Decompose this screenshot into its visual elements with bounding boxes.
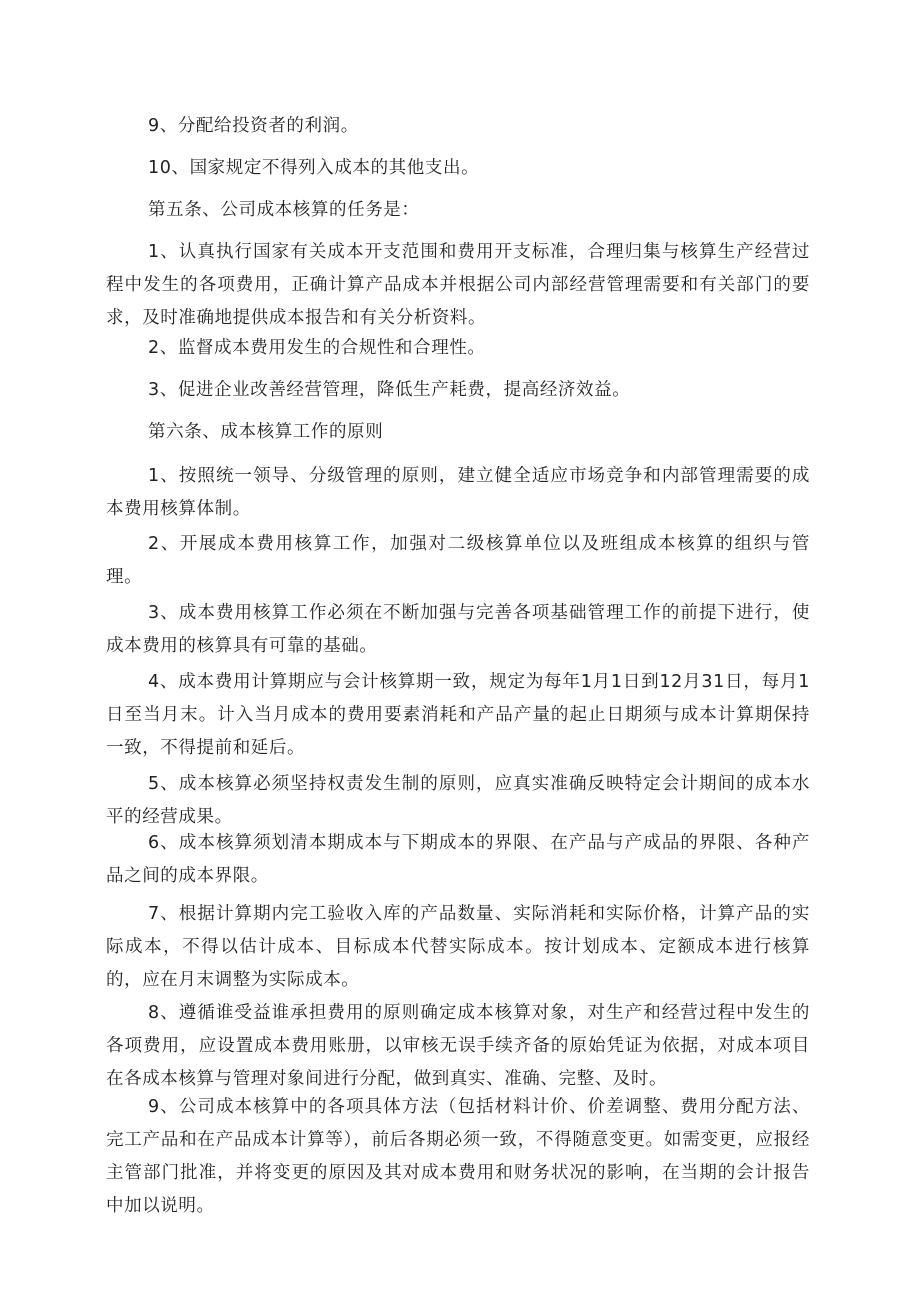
article-six-item-9: 9、公司成本核算中的各项具体方法（包括材料计价、价差调整、费用分配方法、完工产品和在产品成本计算等），前后各期必须一致，不得随意变更。如需变更，应报经主管部门批准，并将变更的原因及其对成本费用和财务状况的影响，在当期的会计报告中加以说明。 [106,1097,810,1216]
article-six-item-2: 2、开展成本费用核算工作，加强对二级核算单位以及班组成本核算的组织与管理。 [106,534,810,587]
article-five-item-2: 2、监督成本费用发生的合规性和合理性。 [148,338,486,358]
article-five-item-1: 1、认真执行国家有关成本开支范围和费用开支标准，合理归集与核算生产经营过程中发生的各项费用，正确计算产品成本并根据公司内部经营管理需要和有关部门的要求，及时准确地提供成本报告和有关分析资料。 [106,242,810,328]
article-six-item-5: 5、成本核算必须坚持权责发生制的原则，应真实准确反映特定会计期间的成本水平的经营成果。 [106,774,810,827]
article-six-item-6: 6、成本核算须划清本期成本与下期成本的界限、在产品与产成品的界限、各种产品之间的成本界限。 [106,833,810,886]
article-six-item-4: 4、成本费用计算期应与会计核算期一致，规定为每年1月1日到12月31日，每月1日至当月末。计入当月成本的费用要素消耗和产品产量的起止日期须与成本计算期保持一致，不得提前和延后。 [106,672,810,758]
article-five-item-3: 3、促进企业改善经营管理，降低生产耗费，提高经济效益。 [148,380,631,400]
article-six-item-3: 3、成本费用核算工作必须在不断加强与完善各项基础管理工作的前提下进行，使成本费用的核算具有可靠的基础。 [106,603,810,656]
article-six-heading: 第六条、成本核算工作的原则 [148,422,384,442]
article-six-item-7: 7、根据计算期内完工验收入库的产品数量、实际消耗和实际价格，计算产品的实际成本，不得以估计成本、目标成本代替实际成本。按计划成本、定额成本进行核算的，应在月末调整为实际成本。 [106,904,810,990]
paragraph-profit-distribution: 9、分配给投资者的利润。 [148,116,359,136]
article-six-item-1: 1、按照统一领导、分级管理的原则，建立健全适应市场竞争和内部管理需要的成本费用核算体制。 [106,466,810,519]
article-five-heading: 第五条、公司成本核算的任务是： [148,200,420,220]
article-six-item-8: 8、遵循谁受益谁承担费用的原则确定成本核算对象，对生产和经营过程中发生的各项费用，应设置成本费用账册，以审核无误手续齐备的原始凭证为依据，对成本项目在各成本核算与管理对象间进行分配，做到真实、准确、完整、及时。 [106,1003,810,1089]
paragraph-other-expenses: 10、国家规定不得列入成本的其他支出。 [148,158,480,178]
